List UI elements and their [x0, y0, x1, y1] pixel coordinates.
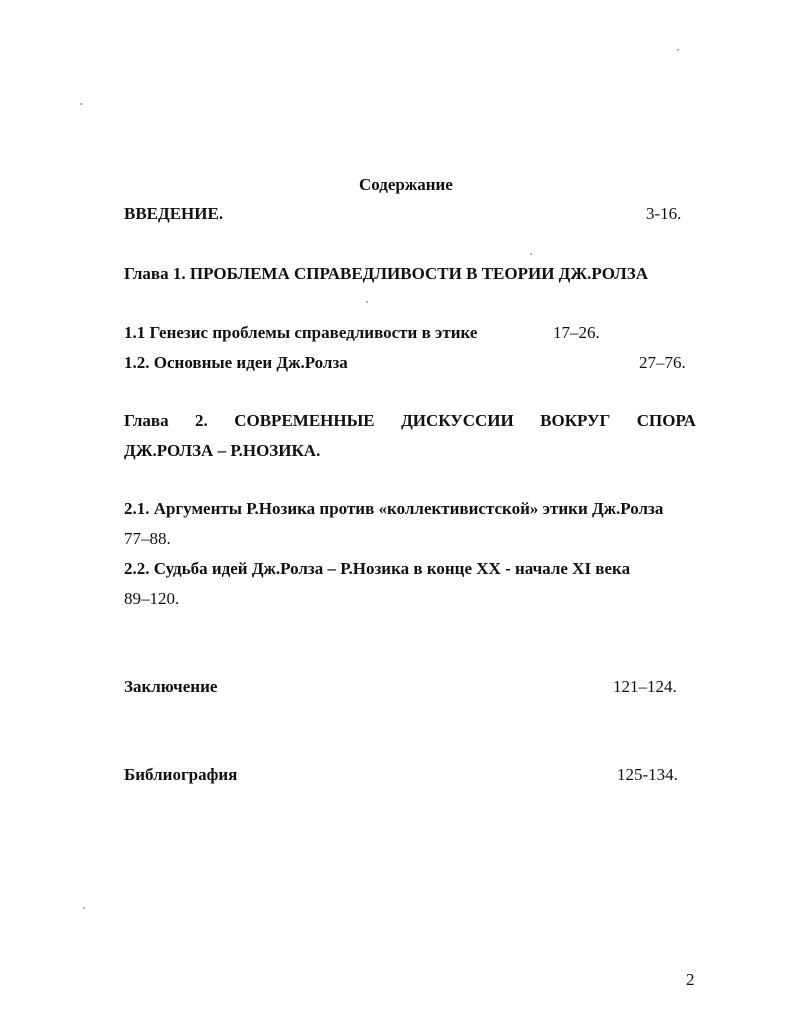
chapter-1-title: Глава 1. ПРОБЛЕМА СПРАВЕДЛИВОСТИ В ТЕОРИИ ДЖ.РОЛЗА: [124, 264, 649, 283]
bibliography-pages: 125-134.: [617, 765, 678, 784]
section-2-1-label: 2.1. Аргументы Р.Нозика против «коллективистской» этики Дж.Ролза: [124, 499, 664, 518]
section-1-1-label: 1.1 Генезис проблемы справедливости в этике: [124, 323, 478, 342]
section-2-2-pages: 89–120.: [124, 589, 180, 608]
chapter-2-title-word: 2.: [195, 411, 208, 430]
scan-speck: [677, 49, 679, 51]
page-number: 2: [686, 970, 695, 989]
section-1-2-label: 1.2. Основные идеи Дж.Ролза: [124, 353, 348, 372]
section-2-1-pages: 77–88.: [124, 529, 171, 548]
chapter-2-title-line1: [124, 411, 696, 431]
section-1-1-pages: 17–26.: [553, 323, 600, 342]
scan-speck: [530, 253, 532, 255]
toc-intro-pages: 3-16.: [646, 204, 682, 223]
conclusion-pages: 121–124.: [613, 677, 677, 696]
chapter-2-title-line2: ДЖ.РОЛЗА – Р.НОЗИКА.: [124, 441, 321, 460]
scan-speck: [366, 301, 368, 303]
chapter-2-title-word: ДИСКУССИИ: [401, 411, 514, 430]
chapter-2-title-word: СОВРЕМЕННЫЕ: [234, 411, 375, 430]
section-2-2-label: 2.2. Судьба идей Дж.Ролза – Р.Нозика в конце XX - начале XI века: [124, 559, 631, 578]
scan-speck: [80, 103, 82, 105]
conclusion-label: Заключение: [124, 677, 218, 696]
toc-title: Содержание: [359, 175, 453, 194]
bibliography-label: Библиография: [124, 765, 238, 784]
chapter-2-title-word: ВОКРУГ: [540, 411, 611, 430]
scan-speck: [83, 907, 85, 909]
chapter-2-title-word: СПОРА: [636, 411, 696, 430]
toc-intro-label: ВВЕДЕНИЕ.: [124, 204, 224, 223]
chapter-2-title-word: Глава: [124, 411, 169, 430]
section-1-2-pages: 27–76.: [639, 353, 686, 372]
